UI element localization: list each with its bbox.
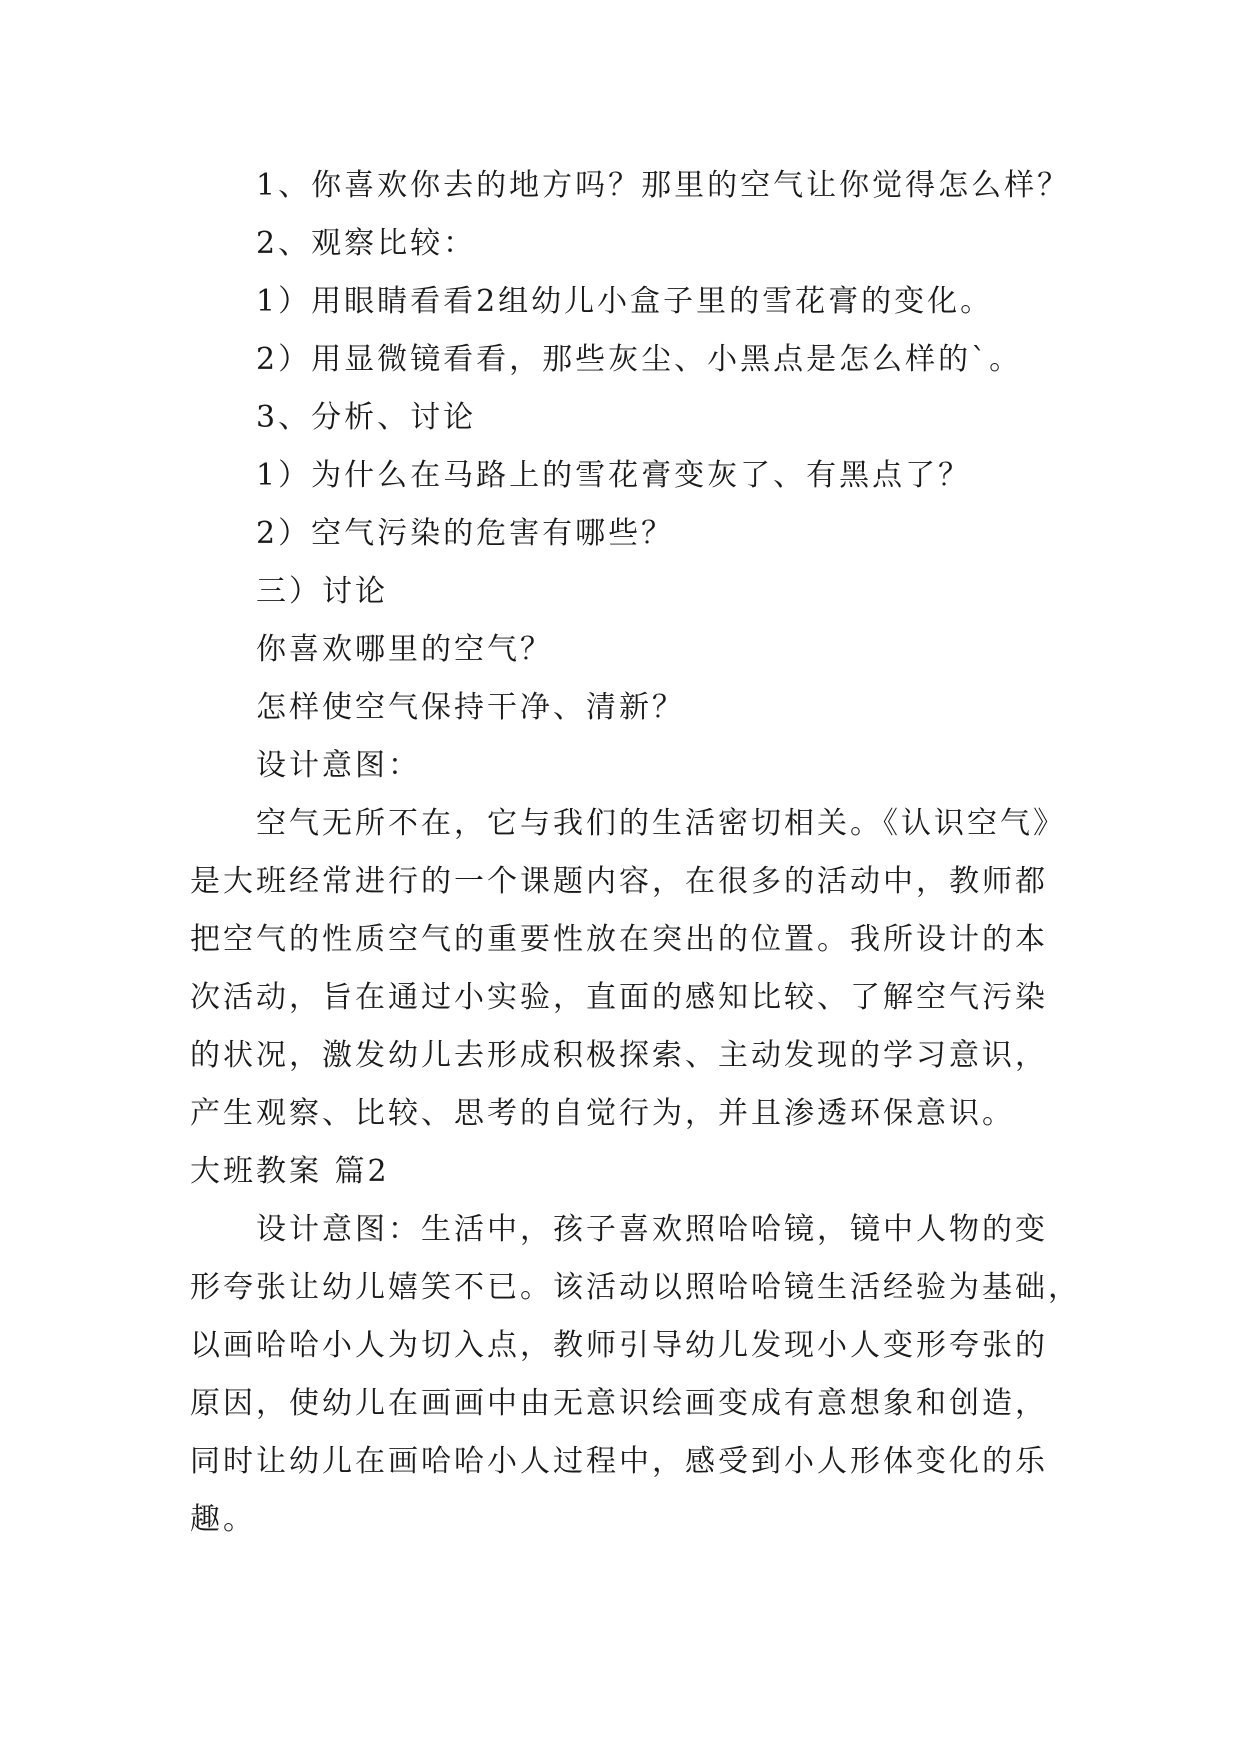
text-line: 3、分析、讨论 xyxy=(256,400,477,435)
text-line: 你喜欢哪里的空气？ xyxy=(256,632,553,667)
text-line: 趣。 xyxy=(190,1502,256,1537)
text-line: 1、你喜欢你去的地方吗？那里的空气让你觉得怎么样？ xyxy=(256,168,1071,203)
text-line: 设计意图：生活中，孩子喜欢照哈哈镜，镜中人物的变 xyxy=(256,1212,1048,1247)
text-line: 把空气的性质空气的重要性放在突出的位置。我所设计的本 xyxy=(190,922,1048,957)
text-line: 怎样使空气保持干净、清新？ xyxy=(256,690,685,725)
text-line: 2）用显微镜看看，那些灰尘、小黑点是怎么样的`。 xyxy=(256,342,1023,377)
text-line: 三）讨论 xyxy=(256,574,388,609)
text-line: 空气无所不在，它与我们的生活密切相关。《认识空气》 xyxy=(256,806,1066,841)
text-line: 1）用眼睛看看2组幼儿小盒子里的雪花膏的变化。 xyxy=(256,284,994,319)
text-line: 同时让幼儿在画哈哈小人过程中，感受到小人形体变化的乐 xyxy=(190,1444,1048,1479)
text-line: 2）空气污染的危害有哪些？ xyxy=(256,516,675,551)
section-title: 大班教案 篇2 xyxy=(190,1154,390,1189)
text-line: 以画哈哈小人为切入点，教师引导幼儿发现小人变形夸张的 xyxy=(190,1328,1048,1363)
text-line: 形夸张让幼儿嬉笑不已。该活动以照哈哈镜生活经验为基础， xyxy=(190,1270,1081,1305)
text-line: 次活动，旨在通过小实验，直面的感知比较、了解空气污染 xyxy=(190,980,1048,1015)
section-heading: 设计意图： xyxy=(256,748,421,783)
text-line: 的状况，激发幼儿去形成积极探索、主动发现的学习意识， xyxy=(190,1038,1048,1073)
text-line: 是大班经常进行的一个课题内容，在很多的活动中，教师都 xyxy=(190,864,1048,899)
text-line: 原因，使幼儿在画画中由无意识绘画变成有意想象和创造， xyxy=(190,1386,1048,1421)
text-line: 1）为什么在马路上的雪花膏变灰了、有黑点了？ xyxy=(256,458,972,493)
text-line: 2、观察比较： xyxy=(256,226,477,261)
text-line: 产生观察、比较、思考的自觉行为，并且渗透环保意识。 xyxy=(190,1096,1015,1131)
